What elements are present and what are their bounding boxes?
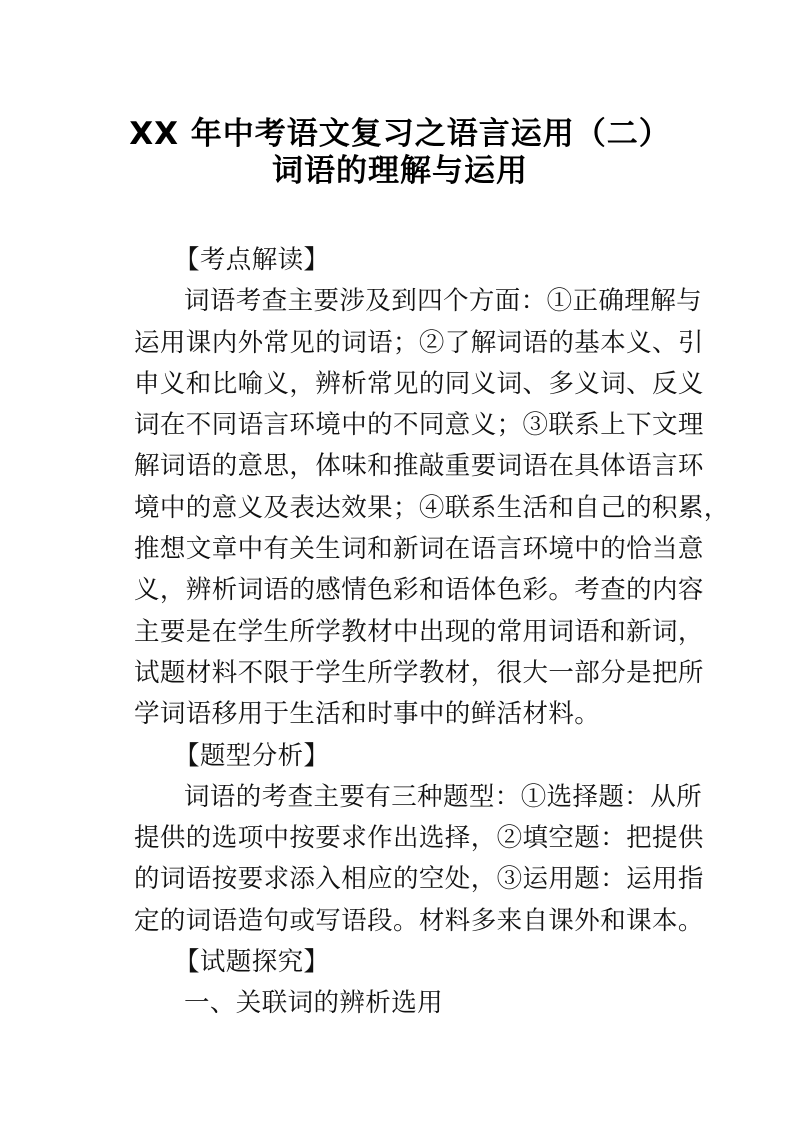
paragraph-line: 词在不同语言环境中的不同意义；③联系上下文理 (134, 410, 704, 441)
document-title-line2: 词语的理解与运用 (272, 153, 528, 189)
paragraph-line: 运用课内外常见的词语；②了解词语的基本义、引 (134, 327, 704, 358)
paragraph-line: 的词语按要求添入相应的空处，③运用题：运用指 (134, 864, 704, 895)
paragraph-line: 境中的意义及表达效果；④联系生活和自己的积累， (134, 492, 730, 523)
paragraph-line: 学词语移用于生活和时事中的鲜活材料。 (134, 699, 601, 730)
paragraph-line: 词语的考查主要有三种题型：①选择题：从所 (184, 781, 703, 812)
paragraph-line: 解词语的意思，体味和推敲重要词语在具体语言环 (134, 451, 704, 482)
paragraph-line: 提供的选项中按要求作出选择，②填空题：把提供 (134, 823, 704, 854)
document-body (134, 240, 730, 1025)
section-heading-shiti: 【试题探究】 (174, 947, 330, 978)
paragraph-line: 主要是在学生所学教材中出现的常用词语和新词， (134, 616, 704, 647)
document-title-line1: XX 年中考语文复习之语言运用（二） (129, 116, 671, 152)
paragraph-line: 推想文章中有关生词和新词在语言环境中的恰当意 (134, 534, 704, 565)
subsection-heading: 一、关联词的辨析选用 (184, 988, 444, 1019)
paragraph-line: 义，辨析词语的感情色彩和语体色彩。考查的内容 (134, 575, 704, 606)
paragraph-line: 定的词语造句或写语段。材料多来自课外和课本。 (134, 905, 704, 936)
section-heading-kaodian: 【考点解读】 (174, 245, 330, 275)
paragraph-line: 词语考查主要涉及到四个方面：①正确理解与 (184, 286, 703, 317)
paragraph-line: 试题材料不限于学生所学教材，很大一部分是把所 (134, 657, 704, 688)
paragraph-line: 申义和比喻义，辨析常见的同义词、多义词、反义 (134, 368, 704, 399)
section-heading-tixing: 【题型分析】 (174, 740, 330, 771)
